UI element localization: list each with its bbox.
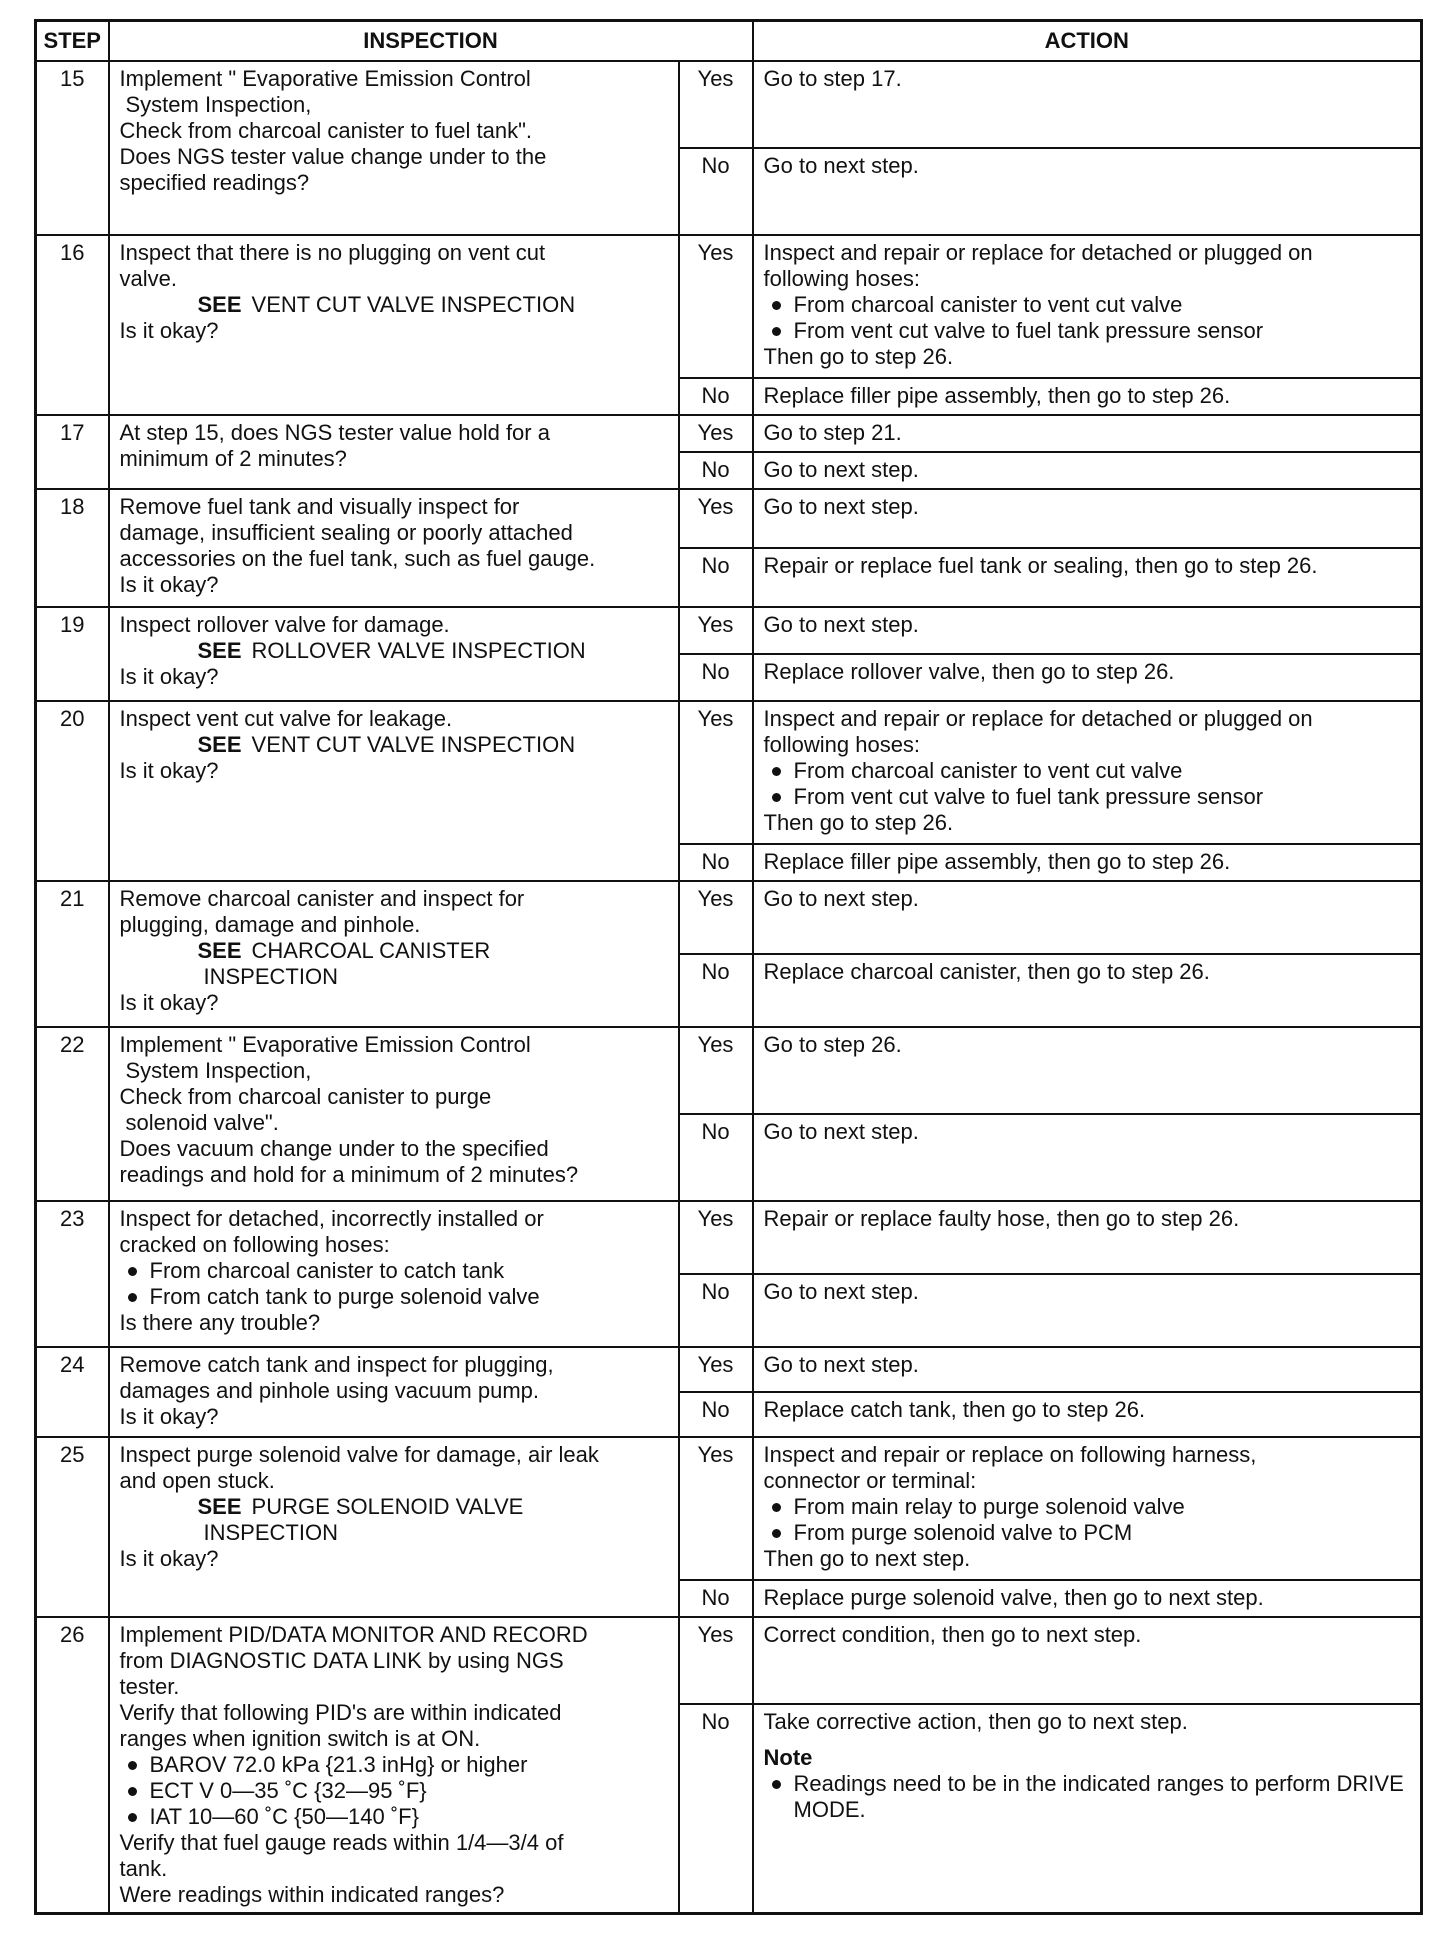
action-text: Then go to step 26. — [763, 810, 954, 835]
action-text: connector or terminal: — [763, 1468, 977, 1493]
yes-action — [753, 701, 1422, 844]
see-target: VENT CUT VALVE INSPECTION — [251, 292, 576, 317]
action-text: Repair or replace faulty hose, then go to step 26. — [763, 1206, 1240, 1231]
action-text: Go to next step. — [763, 612, 919, 637]
bullet-item: From charcoal canister to vent cut valve — [764, 292, 1411, 318]
see-target: ROLLOVER VALVE INSPECTION — [251, 638, 586, 663]
see-target-continued: INSPECTION — [203, 1520, 338, 1545]
inspection-cell — [109, 1027, 679, 1201]
step-row-yes — [36, 415, 1422, 452]
bullet-item: From purge solenoid valve to PCM — [764, 1520, 1411, 1546]
inspection-text: Is it okay? — [119, 318, 219, 343]
action-text: Go to next step. — [763, 153, 919, 178]
action-text: following hoses: — [763, 732, 921, 757]
step-number: 23 — [36, 1201, 109, 1347]
action-text: Go to step 17. — [763, 66, 902, 91]
inspection-text: Is it okay? — [119, 758, 219, 783]
procedure-sheet — [34, 19, 1420, 1915]
action-text: Go to next step. — [763, 1119, 919, 1144]
step-number: 19 — [36, 607, 109, 701]
inspection-text: Verify that following PID's are within indicated — [119, 1700, 562, 1725]
no-label: No — [679, 378, 753, 415]
no-label: No — [679, 954, 753, 1027]
inspection-text: Inspect for detached, incorrectly installed or — [119, 1206, 544, 1231]
inspection-cell — [109, 489, 679, 607]
no-label: No — [679, 1580, 753, 1617]
no-label: No — [679, 1114, 753, 1201]
inspection-text: Is it okay? — [119, 572, 219, 597]
inspection-text: damages and pinhole using vacuum pump. — [119, 1378, 539, 1403]
header-row — [36, 21, 1422, 62]
yes-label: Yes — [679, 881, 753, 954]
yes-action — [753, 61, 1422, 148]
action-text: Go to step 21. — [763, 420, 902, 445]
action-text: Repair or replace fuel tank or sealing, then go to step 26. — [763, 553, 1318, 578]
step-number: 21 — [36, 881, 109, 1027]
action-text: Inspect and repair or replace for detached or plugged on — [763, 706, 1313, 731]
inspection-cell — [109, 1617, 679, 1914]
inspection-cell — [109, 61, 679, 235]
yes-action — [753, 1201, 1422, 1274]
action-text: Go to step 26. — [763, 1032, 902, 1057]
step-row-yes — [36, 1201, 1422, 1274]
yes-action — [753, 881, 1422, 954]
see-label: SEE — [197, 1494, 242, 1519]
action-text: Replace filler pipe assembly, then go to step 26. — [763, 849, 1231, 874]
yes-label: Yes — [679, 701, 753, 844]
no-action — [753, 1114, 1422, 1201]
see-label: SEE — [197, 732, 242, 757]
no-action — [753, 1580, 1422, 1617]
inspection-text: cracked on following hoses: — [119, 1232, 390, 1257]
no-label: No — [679, 548, 753, 607]
inspection-text: Inspect purge solenoid valve for damage, air leak — [119, 1442, 599, 1467]
no-label: No — [679, 148, 753, 235]
no-action — [753, 148, 1422, 235]
no-action — [753, 548, 1422, 607]
step-number: 15 — [36, 61, 109, 235]
bullet-item: IAT 10—60 ˚C {50—140 ˚F} — [120, 1804, 668, 1830]
inspection-cell — [109, 235, 679, 415]
bullet-item: BAROV 72.0 kPa {21.3 inHg} or higher — [120, 1752, 668, 1778]
see-target: VENT CUT VALVE INSPECTION — [251, 732, 576, 757]
yes-label: Yes — [679, 61, 753, 148]
step-row-yes — [36, 1437, 1422, 1580]
see-label: SEE — [197, 938, 242, 963]
step-number: 18 — [36, 489, 109, 607]
bullet-item: From main relay to purge solenoid valve — [764, 1494, 1411, 1520]
action-text: Correct condition, then go to next step. — [763, 1622, 1142, 1647]
inspection-text: readings and hold for a minimum of 2 minutes? — [119, 1162, 579, 1187]
inspection-text: damage, insufficient sealing or poorly attached — [119, 520, 573, 545]
see-reference — [120, 292, 668, 318]
inspection-text: solenoid valve". — [125, 1110, 279, 1135]
inspection-text: Is it okay? — [119, 1546, 219, 1571]
bullet-item: From charcoal canister to vent cut valve — [764, 758, 1411, 784]
inspection-text: Remove catch tank and inspect for plugging, — [119, 1352, 554, 1377]
inspection-text: valve. — [119, 266, 177, 291]
step-row-yes — [36, 1617, 1422, 1704]
yes-label: Yes — [679, 415, 753, 452]
no-action — [753, 954, 1422, 1027]
step-row-yes — [36, 881, 1422, 954]
yes-action — [753, 607, 1422, 654]
see-label: SEE — [197, 638, 242, 663]
step-number: 20 — [36, 701, 109, 881]
inspection-cell — [109, 881, 679, 1027]
header-step: STEP — [36, 21, 109, 62]
inspection-text: Does NGS tester value change under to the — [119, 144, 547, 169]
no-label: No — [679, 654, 753, 701]
yes-action — [753, 489, 1422, 548]
no-action — [753, 1704, 1422, 1914]
action-text: Replace filler pipe assembly, then go to step 26. — [763, 383, 1231, 408]
inspection-text: System Inspection, — [125, 1058, 312, 1083]
action-text: Take corrective action, then go to next step. — [763, 1709, 1188, 1734]
yes-label: Yes — [679, 235, 753, 378]
action-text: following hoses: — [763, 266, 921, 291]
action-text: Go to next step. — [763, 457, 919, 482]
yes-label: Yes — [679, 1201, 753, 1274]
inspection-text: Is it okay? — [119, 664, 219, 689]
see-label: SEE — [197, 292, 242, 317]
yes-action — [753, 1347, 1422, 1392]
inspection-text: Implement " Evaporative Emission Control — [119, 66, 531, 91]
action-text: Replace catch tank, then go to step 26. — [763, 1397, 1146, 1422]
see-reference — [120, 938, 668, 964]
step-row-yes — [36, 489, 1422, 548]
no-action — [753, 378, 1422, 415]
no-action — [753, 844, 1422, 881]
see-reference — [120, 638, 668, 664]
no-label: No — [679, 452, 753, 489]
inspection-text: Remove fuel tank and visually inspect for — [119, 494, 520, 519]
step-row-yes — [36, 1027, 1422, 1114]
inspection-table — [34, 19, 1423, 1915]
bullet-item: ECT V 0—35 ˚C {32—95 ˚F} — [120, 1778, 668, 1804]
inspection-text: tester. — [119, 1674, 180, 1699]
inspection-cell — [109, 1437, 679, 1617]
no-label: No — [679, 1392, 753, 1437]
yes-label: Yes — [679, 1347, 753, 1392]
inspection-cell — [109, 1347, 679, 1437]
bullet-item: From vent cut valve to fuel tank pressure sensor — [764, 318, 1411, 344]
inspection-text: ranges when ignition switch is at ON. — [119, 1726, 481, 1751]
step-row-yes — [36, 607, 1422, 654]
no-action — [753, 1274, 1422, 1347]
step-number: 17 — [36, 415, 109, 489]
inspection-text: Inspect vent cut valve for leakage. — [119, 706, 453, 731]
inspection-text: Remove charcoal canister and inspect for — [119, 886, 525, 911]
action-text: Replace charcoal canister, then go to step 26. — [763, 959, 1210, 984]
header-inspection: INSPECTION — [109, 21, 753, 62]
step-row-yes — [36, 61, 1422, 148]
inspection-cell — [109, 607, 679, 701]
inspection-text: Inspect that there is no plugging on vent cut — [119, 240, 546, 265]
action-text: Then go to step 26. — [763, 344, 954, 369]
see-target: PURGE SOLENOID VALVE — [251, 1494, 524, 1519]
yes-label: Yes — [679, 1617, 753, 1704]
step-row-yes — [36, 701, 1422, 844]
inspection-cell — [109, 415, 679, 489]
step-number: 16 — [36, 235, 109, 415]
no-action — [753, 654, 1422, 701]
inspection-text: plugging, damage and pinhole. — [119, 912, 421, 937]
inspection-text: Check from charcoal canister to fuel tank". — [119, 118, 533, 143]
yes-action — [753, 415, 1422, 452]
step-number: 26 — [36, 1617, 109, 1914]
bullet-item: From vent cut valve to fuel tank pressure sensor — [764, 784, 1411, 810]
inspection-cell — [109, 701, 679, 881]
action-text: Replace purge solenoid valve, then go to next step. — [763, 1585, 1264, 1610]
action-text: Then go to next step. — [763, 1546, 971, 1571]
inspection-text: Is it okay? — [119, 1404, 219, 1429]
action-text: Inspect and repair or replace for detached or plugged on — [763, 240, 1313, 265]
action-text: Go to next step. — [763, 494, 919, 519]
no-label: No — [679, 844, 753, 881]
action-text: Replace rollover valve, then go to step 26. — [763, 659, 1175, 684]
step-row-yes — [36, 1347, 1422, 1392]
inspection-text: Inspect rollover valve for damage. — [119, 612, 450, 637]
yes-action — [753, 235, 1422, 378]
inspection-text: and open stuck. — [119, 1468, 275, 1493]
inspection-text: specified readings? — [119, 170, 310, 195]
no-action — [753, 1392, 1422, 1437]
bullet-item: From catch tank to purge solenoid valve — [120, 1284, 668, 1310]
see-reference — [120, 732, 668, 758]
no-label: No — [679, 1274, 753, 1347]
step-number: 25 — [36, 1437, 109, 1617]
inspection-text: Check from charcoal canister to purge — [119, 1084, 492, 1109]
yes-action — [753, 1027, 1422, 1114]
inspection-text: minimum of 2 minutes? — [119, 446, 347, 471]
inspection-text: At step 15, does NGS tester value hold for a — [119, 420, 550, 445]
inspection-text: Is there any trouble? — [119, 1310, 321, 1335]
bullet-item: From charcoal canister to catch tank — [120, 1258, 668, 1284]
no-action — [753, 452, 1422, 489]
inspection-text: Does vacuum change under to the specified — [119, 1136, 549, 1161]
inspection-text: Verify that fuel gauge reads within 1/4—3/4 of — [119, 1830, 564, 1855]
yes-action — [753, 1437, 1422, 1580]
see-reference — [120, 1494, 668, 1520]
action-text: Inspect and repair or replace on following harness, — [763, 1442, 1257, 1467]
inspection-text: Were readings within indicated ranges? — [119, 1882, 505, 1907]
action-text: Go to next step. — [763, 1279, 919, 1304]
inspection-text: from DIAGNOSTIC DATA LINK by using NGS — [119, 1648, 564, 1673]
note-bullet: Readings need to be in the indicated ranges to perform DRIVE MODE. — [764, 1771, 1411, 1823]
inspection-text: accessories on the fuel tank, such as fuel gauge. — [119, 546, 596, 571]
see-target-continued: INSPECTION — [203, 964, 338, 989]
header-action: ACTION — [753, 21, 1422, 62]
action-text: Go to next step. — [763, 886, 919, 911]
inspection-cell — [109, 1201, 679, 1347]
inspection-text: Implement PID/DATA MONITOR AND RECORD — [119, 1622, 588, 1647]
inspection-text: tank. — [119, 1856, 168, 1881]
note-title: Note — [763, 1745, 813, 1770]
inspection-text: System Inspection, — [125, 92, 312, 117]
inspection-text: Implement " Evaporative Emission Control — [119, 1032, 531, 1057]
yes-label: Yes — [679, 1437, 753, 1580]
action-text: Go to next step. — [763, 1352, 919, 1377]
no-label: No — [679, 1704, 753, 1914]
yes-action — [753, 1617, 1422, 1704]
see-target: CHARCOAL CANISTER — [251, 938, 491, 963]
inspection-text: Is it okay? — [119, 990, 219, 1015]
step-number: 24 — [36, 1347, 109, 1437]
yes-label: Yes — [679, 489, 753, 548]
step-row-yes — [36, 235, 1422, 378]
step-number: 22 — [36, 1027, 109, 1201]
yes-label: Yes — [679, 607, 753, 654]
yes-label: Yes — [679, 1027, 753, 1114]
